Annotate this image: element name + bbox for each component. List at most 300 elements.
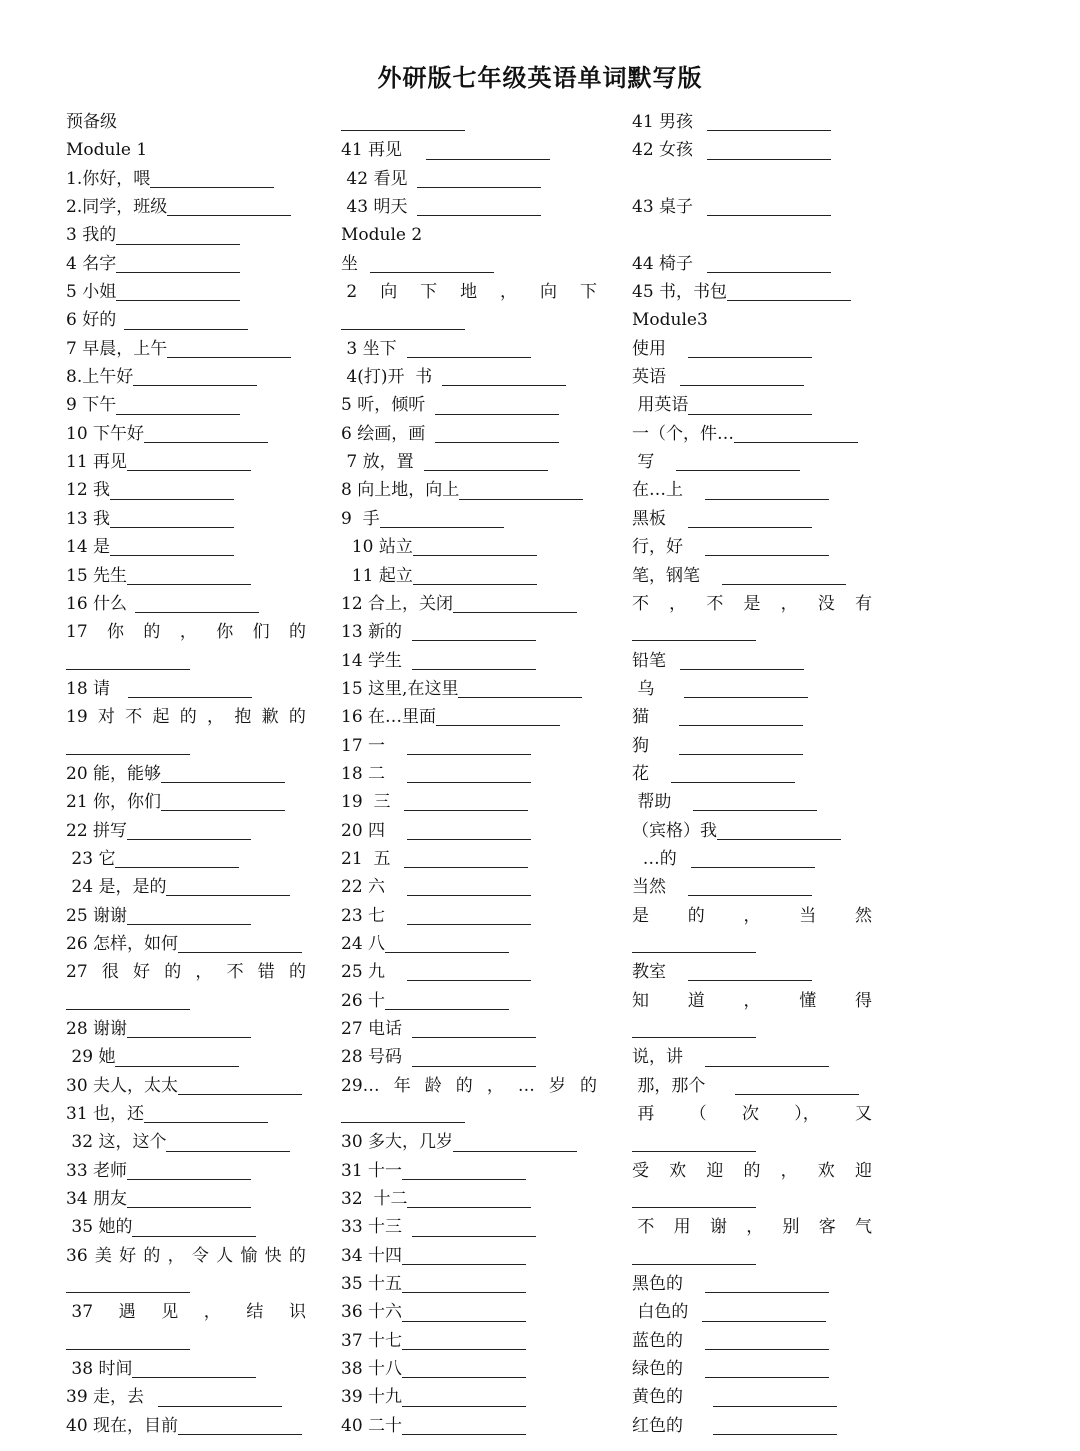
answer-blank[interactable] [417,170,541,188]
vocab-item [632,760,872,788]
answer-line [632,1185,872,1213]
answer-blank[interactable] [676,453,800,471]
vocab-item [341,562,597,590]
vocab-prompt-char: 的 [164,962,182,983]
vocab-item [66,1015,306,1043]
answer-blank[interactable] [717,822,841,840]
answer-line [341,306,597,334]
vocab-prompt: 26 十 [341,990,386,1011]
answer-blank[interactable] [161,793,285,811]
vocab-item [66,1213,306,1241]
vocab-item [632,788,872,816]
answer-blank[interactable] [370,255,494,273]
vocab-prompt: 乌 [632,678,655,699]
vocab-prompt: 花 [632,763,649,784]
answer-blank[interactable] [458,680,582,698]
answer-blank[interactable] [66,992,190,1010]
answer-blank[interactable] [115,850,239,868]
answer-blank[interactable] [734,425,858,443]
vocab-item-spread [632,987,872,1015]
vocab-prompt-char: 的 [579,1075,597,1096]
answer-blank[interactable] [413,567,537,585]
answer-blank[interactable] [127,1190,251,1208]
answer-blank[interactable] [385,935,509,953]
answer-blank[interactable] [127,453,251,471]
answer-blank[interactable] [735,1077,859,1095]
vocab-item [632,420,872,448]
vocab-prompt-char: 龄 [424,1075,442,1096]
answer-blank[interactable] [110,482,234,500]
vocab-item-spread [66,1242,306,1270]
vocab-item [632,335,872,363]
answer-blank[interactable] [178,935,302,953]
answer-blank[interactable] [116,397,240,415]
answer-blank[interactable] [407,737,531,755]
answer-blank[interactable] [166,878,290,896]
vocab-prompt: 6 好的 [66,310,117,331]
vocab-item [341,590,597,618]
vocab-item [632,562,872,590]
answer-blank[interactable] [116,283,240,301]
vocab-prompt-char: 的 [455,1075,473,1096]
answer-blank[interactable] [688,340,812,358]
vocab-prompt: 20 能，能够 [66,763,162,784]
answer-blank[interactable] [341,1105,465,1123]
vocab-prompt-char: 美 [94,1245,112,1266]
vocab-prompt-char: ， [669,593,687,614]
answer-blank[interactable] [705,482,829,500]
answer-blank[interactable] [402,1247,526,1265]
answer-blank[interactable] [128,680,252,698]
answer-blank[interactable] [167,340,291,358]
vocab-item [632,647,872,675]
vocab-prompt-char: 2 [341,282,358,303]
answer-blank[interactable] [407,765,531,783]
vocab-prompt-char: 向 [380,282,398,303]
section-heading [66,108,306,136]
vocab-prompt-char: 29… [341,1075,380,1096]
vocab-item [341,732,597,760]
answer-blank[interactable] [702,1304,826,1322]
vocab-item [632,476,872,504]
vocab-prompt: 1.你好，喂 [66,168,151,189]
answer-blank[interactable] [144,1105,268,1123]
vocab-prompt: 猫 [632,707,649,728]
vocab-prompt-char: ， [780,1160,798,1181]
answer-blank[interactable] [435,425,559,443]
answer-blank[interactable] [407,1190,531,1208]
heading-text: Module 2 [341,225,423,246]
vocab-prompt-char: 不 [632,1217,655,1238]
answer-blank[interactable] [707,113,831,131]
answer-blank[interactable] [402,1360,526,1378]
answer-blank[interactable] [407,340,531,358]
vocab-item [632,193,872,221]
vocab-item-spread [341,278,597,306]
vocab-item [341,476,597,504]
vocab-item [66,675,306,703]
vocab-item [66,845,306,873]
vocab-prompt: 38 十八 [341,1359,403,1380]
vocab-item [341,1327,597,1355]
vocab-item [341,873,597,901]
answer-blank[interactable] [691,850,815,868]
vocab-prompt-char: 17 [66,622,88,643]
vocab-item-spread [632,590,872,618]
vocab-item [632,391,872,419]
vocab-prompt: 3 坐下 [341,338,397,359]
answer-blank[interactable] [426,142,550,160]
answer-blank[interactable] [132,1360,256,1378]
answer-blank[interactable] [402,1162,526,1180]
vocab-prompt-char: 19 [66,707,88,728]
vocab-prompt: 33 老师 [66,1160,128,1181]
vocab-prompt-char: 用 [673,1217,691,1238]
answer-blank[interactable] [412,652,536,670]
answer-blank[interactable] [66,737,190,755]
answer-blank[interactable] [413,538,537,556]
vocab-prompt-char: 欢 [669,1160,687,1181]
vocab-item [66,817,306,845]
answer-blank[interactable] [684,680,808,698]
vocab-prompt: 8.上午好 [66,367,134,388]
answer-blank[interactable] [679,708,803,726]
vocab-prompt: 使用 [632,338,666,359]
vocab-item [66,533,306,561]
answer-blank[interactable] [688,963,812,981]
answer-blank[interactable] [158,1389,282,1407]
vocab-item [341,788,597,816]
vocab-item [66,1043,306,1071]
vocab-prompt-char: ， [203,1302,221,1323]
answer-blank[interactable] [713,1417,837,1435]
vocab-item [66,505,306,533]
answer-line [66,987,306,1015]
answer-blank[interactable] [713,1389,837,1407]
answer-blank[interactable] [632,1134,756,1152]
answer-blank[interactable] [66,1332,190,1350]
answer-blank[interactable] [453,595,577,613]
vocab-prompt-char: 不 [632,593,649,614]
vocab-prompt-char: 的 [687,905,705,926]
vocab-prompt: 写 [632,452,655,473]
answer-blank[interactable] [417,198,541,216]
answer-blank[interactable] [632,1020,756,1038]
answer-blank[interactable] [688,878,812,896]
answer-blank[interactable] [632,623,756,641]
answer-blank[interactable] [693,793,817,811]
answer-blank[interactable] [688,510,812,528]
answer-blank[interactable] [66,1275,190,1293]
answer-blank[interactable] [115,1049,239,1067]
vocab-prompt-char: 不 [706,593,724,614]
vocab-prompt: 4 名字 [66,253,117,274]
answer-blank[interactable] [727,283,851,301]
vocab-prompt-char: ， [207,707,225,728]
vocab-prompt-char: 年 [393,1075,411,1096]
answer-blank[interactable] [632,1247,756,1265]
vocab-prompt: 33 十三 [341,1217,403,1238]
answer-blank[interactable] [671,765,795,783]
vocab-prompt: 16 什么 [66,593,128,614]
vocab-item [66,788,306,816]
vocab-prompt: 14 学生 [341,650,403,671]
answer-blank[interactable] [688,397,812,415]
answer-line [632,1242,872,1270]
vocab-prompt: 15 这里,在这里 [341,678,459,699]
answer-blank[interactable] [705,1332,829,1350]
vocab-prompt: 30 夫人，太太 [66,1075,179,1096]
column-2 [341,108,597,1440]
vocab-item [341,136,597,164]
vocab-prompt-char: 你 [216,622,234,643]
vocab-item [341,1043,597,1071]
vocab-prompt: 13 我 [66,508,111,529]
vocab-item [632,703,872,731]
vocab-item [341,1185,597,1213]
vocab-prompt: 28 号码 [341,1047,403,1068]
vocab-item [632,448,872,476]
vocab-item [341,987,597,1015]
vocab-prompt: 7 放，置 [341,452,414,473]
answer-blank[interactable] [166,1134,290,1152]
vocab-prompt-char: … [517,1075,535,1096]
vocab-prompt: 22 六 [341,877,386,898]
vocab-prompt: 27 电话 [341,1019,403,1039]
answer-blank[interactable] [407,907,531,925]
column-3 [632,108,872,1440]
answer-blank[interactable] [707,198,831,216]
answer-blank[interactable] [124,312,248,330]
answer-blank[interactable] [679,737,803,755]
vocab-item [66,1383,306,1411]
vocab-item [341,391,597,419]
answer-blank[interactable] [412,1049,536,1067]
answer-blank[interactable] [402,1389,526,1407]
vocab-prompt: 一（个，件… [632,423,734,444]
answer-blank[interactable] [407,822,531,840]
answer-blank[interactable] [385,992,509,1010]
answer-blank[interactable] [127,1162,251,1180]
vocab-prompt-char: ， [195,962,213,983]
answer-blank[interactable] [380,510,504,528]
answer-line [632,1128,872,1156]
vocab-prompt-char: 歉 [261,707,279,728]
vocab-prompt-char: 的 [179,707,197,728]
answer-blank[interactable] [116,227,240,245]
answer-blank[interactable] [453,1134,577,1152]
vocab-prompt-char: 下 [579,282,597,303]
vocab-item [341,675,597,703]
vocab-prompt: 英语 [632,367,666,388]
vocab-prompt-char: ， [746,1217,764,1238]
vocab-prompt: 18 请 [66,678,111,699]
vocab-prompt: 41 再见 [341,140,403,161]
answer-blank[interactable] [407,963,531,981]
section-heading [66,136,306,164]
vocab-item [632,1043,872,1071]
vocab-prompt-char: 没 [817,593,835,614]
answer-blank[interactable] [127,907,251,925]
vocab-prompt-char: 客 [818,1217,836,1238]
vocab-prompt-char: （ [689,1104,707,1125]
answer-blank[interactable] [632,935,756,953]
answer-blank[interactable] [442,368,566,386]
vocab-item [632,732,872,760]
answer-blank[interactable] [135,595,259,613]
vocab-item [341,193,597,221]
vocab-prompt: 10 站立 [341,537,413,558]
vocab-prompt-char: 是 [632,905,649,926]
vocab-prompt: 44 椅子 [632,253,694,274]
vocab-item [341,902,597,930]
vocab-item [341,363,597,391]
vocab-item [66,335,306,363]
answer-blank[interactable] [127,567,251,585]
answer-blank[interactable] [150,170,274,188]
vocab-prompt: 4(打)开 书 [341,367,433,388]
vocab-item-spread [632,1213,872,1241]
answer-blank[interactable] [705,538,829,556]
vocab-prompt: 12 合上，关闭 [341,593,454,614]
vocab-prompt-char: 不 [125,707,143,728]
vocab-prompt-char: 令 [191,1245,209,1266]
answer-blank[interactable] [707,142,831,160]
answer-blank[interactable] [707,255,831,273]
answer-blank[interactable] [412,1219,536,1237]
answer-blank[interactable] [341,312,465,330]
answer-blank[interactable] [167,198,291,216]
answer-blank[interactable] [424,453,548,471]
answer-blank[interactable] [459,482,583,500]
vocab-prompt-char: 你 [107,622,125,643]
vocab-prompt: 16 在…里面 [341,707,437,728]
answer-blank[interactable] [435,397,559,415]
vocab-prompt: 42 女孩 [632,140,694,161]
vocab-prompt-char: ， [500,282,518,303]
vocab-item [632,108,872,136]
answer-blank[interactable] [680,368,804,386]
vocab-prompt: 那，那个 [632,1075,706,1096]
vocab-prompt: 32 十二 [341,1189,408,1210]
vocab-item [632,1383,872,1411]
vocab-prompt: 9 下午 [66,395,117,416]
vocab-item [66,278,306,306]
vocab-item-spread [66,958,306,986]
answer-blank[interactable] [412,623,536,641]
answer-blank[interactable] [722,567,846,585]
vocab-prompt: 用英语 [632,395,689,416]
answer-blank[interactable] [116,255,240,273]
vocab-item [632,958,872,986]
answer-blank[interactable] [705,1360,829,1378]
vocab-prompt-char: 下 [420,282,438,303]
vocab-item [66,1128,306,1156]
vocab-prompt-char: 懂 [799,990,817,1011]
vocab-item [66,562,306,590]
vocab-item [66,221,306,249]
answer-blank[interactable] [705,1275,829,1293]
vocab-prompt: 30 多大，几岁 [341,1132,454,1153]
answer-blank[interactable] [178,1077,302,1095]
vocab-prompt: 29 她 [66,1047,116,1068]
vocab-prompt: 2.同学，班级 [66,197,168,218]
vocab-prompt: 36 十六 [341,1302,403,1323]
vocab-item [341,505,597,533]
vocab-prompt-char: 好 [133,962,151,983]
answer-blank[interactable] [402,1304,526,1322]
vocab-item [632,250,872,278]
answer-blank[interactable] [436,708,560,726]
vocab-item [632,1270,872,1298]
answer-blank[interactable] [402,1332,526,1350]
vocab-item [632,278,872,306]
vocab-item [341,930,597,958]
answer-line [341,1100,597,1128]
vocab-prompt: 10 下午好 [66,423,145,444]
answer-blank[interactable] [133,368,257,386]
section-heading [632,306,872,334]
vocab-item [66,760,306,788]
answer-blank[interactable] [680,652,804,670]
answer-blank[interactable] [404,793,528,811]
vocab-prompt: 13 新的 [341,622,403,643]
vocab-prompt: 39 十九 [341,1387,403,1408]
vocab-prompt: 行，好 [632,537,683,558]
vocab-prompt: 22 拼写 [66,820,128,841]
answer-blank[interactable] [402,1417,526,1435]
vocab-prompt: 20 四 [341,820,386,841]
vocab-prompt-char: 知 [632,990,649,1011]
vocab-item [632,1327,872,1355]
vocab-prompt: 34 朋友 [66,1189,128,1210]
heading-text: Module3 [632,310,708,331]
vocab-item [341,618,597,646]
vocab-prompt: 42 看见 [341,168,408,189]
answer-line [66,732,306,760]
answer-blank[interactable] [341,113,465,131]
vocab-prompt-char: 欢 [817,1160,835,1181]
answer-blank[interactable] [404,850,528,868]
answer-blank[interactable] [110,510,234,528]
vocab-prompt: 3 我的 [66,225,117,246]
vocab-item-spread [341,1072,597,1100]
answer-blank[interactable] [705,1049,829,1067]
vocab-prompt-char: 见 [161,1302,179,1323]
vocab-prompt: 21 五 [341,848,391,869]
answer-blank[interactable] [178,1417,302,1435]
vocab-item [341,1270,597,1298]
answer-blank[interactable] [402,1275,526,1293]
answer-blank[interactable] [144,425,268,443]
answer-blank[interactable] [110,538,234,556]
answer-blank[interactable] [66,652,190,670]
answer-blank[interactable] [632,1190,756,1208]
answer-blank[interactable] [127,822,251,840]
answer-blank[interactable] [161,765,285,783]
vocab-item [66,873,306,901]
vocab-prompt: 24 八 [341,933,386,954]
vocab-item [341,760,597,788]
vocab-item [341,165,597,193]
answer-blank[interactable] [412,1020,536,1038]
vocab-prompt-char: 37 [66,1302,94,1323]
answer-blank[interactable] [127,1020,251,1038]
answer-blank[interactable] [407,878,531,896]
answer-blank[interactable] [132,1219,256,1237]
vocab-prompt-char: 识 [288,1302,306,1323]
vocab-item [632,845,872,873]
